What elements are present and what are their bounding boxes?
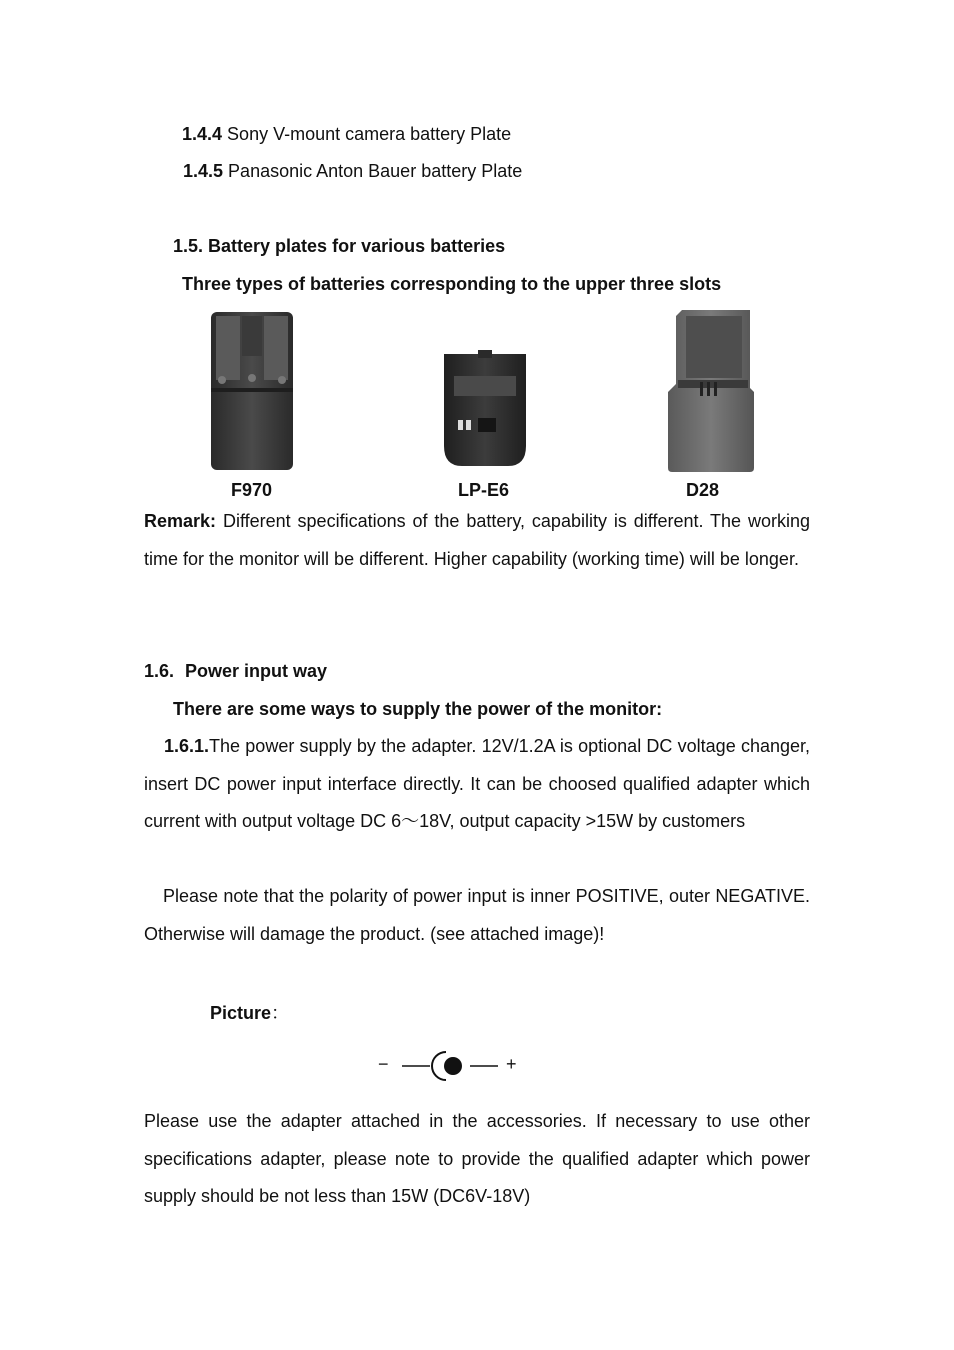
item-1-4-4-text: Sony V-mount camera battery Plate: [222, 124, 512, 144]
item-1-4-5-text: Panasonic Anton Bauer battery Plate: [223, 161, 523, 181]
remark-label: Remark:: [144, 511, 217, 531]
battery-label-d28: D28: [686, 480, 720, 500]
section-1-5-title: 1.5. Battery plates for various batteries: [173, 236, 506, 256]
polarity-diagram: [378, 1044, 528, 1088]
section-1-5-subtitle: Three types of batteries corresponding to the upper three slots: [182, 274, 722, 294]
dc-plug-icon: [400, 1048, 510, 1084]
battery-lp-e6-image: [438, 350, 532, 470]
polarity-note: Please note that the polarity of power input is inner POSITIVE, outer NEGATIVE. Otherwise will damage the product. (see attached image)!: [144, 886, 810, 944]
picture-caption: [210, 999, 289, 1025]
item-1-4-5: [183, 161, 522, 182]
battery-d28-image: [664, 308, 756, 474]
battery-f970-image: [208, 310, 296, 472]
paragraph-1-6-1-number: 1.6.1.: [164, 736, 210, 756]
item-1-4-4: [182, 124, 511, 145]
battery-label-lp-e6: LP-E6: [458, 480, 510, 500]
picture-colon: ：: [271, 1003, 290, 1023]
paragraph-1-6-1-text: The power supply by the adapter. 12V/1.2A is optional DC voltage changer, insert DC power input interface directly. It can be choosed qualified adapter which current with output voltage DC 6～18V, output capacity >15W by customers: [144, 736, 810, 832]
minus-sign: −: [378, 1054, 389, 1074]
section-1-6-heading: [144, 661, 327, 682]
paragraph-1-6-1: [144, 728, 810, 841]
picture-label: Picture: [210, 1003, 272, 1023]
item-1-4-4-number: 1.4.4: [182, 124, 223, 144]
plus-sign: +: [506, 1054, 517, 1074]
section-1-6-subtitle: There are some ways to supply the power of the monitor:: [173, 699, 663, 719]
section-1-6-number: 1.6.: [144, 661, 175, 681]
item-1-4-5-number: 1.4.5: [183, 161, 224, 181]
remark-text: Different specifications of the battery, capability is different. The working time for the monitor will be different. Higher capability (working time) will be longer.: [144, 511, 810, 569]
battery-label-f970: F970: [231, 480, 273, 500]
adapter-note: Please use the adapter attached in the accessories. If necessary to use other specifications adapter, please note to provide the qualified adapter which power supply should be not less than 15W (DC6V-18V): [144, 1111, 810, 1207]
remark-paragraph: [144, 503, 810, 578]
section-1-6-title: Power input way: [185, 661, 328, 681]
